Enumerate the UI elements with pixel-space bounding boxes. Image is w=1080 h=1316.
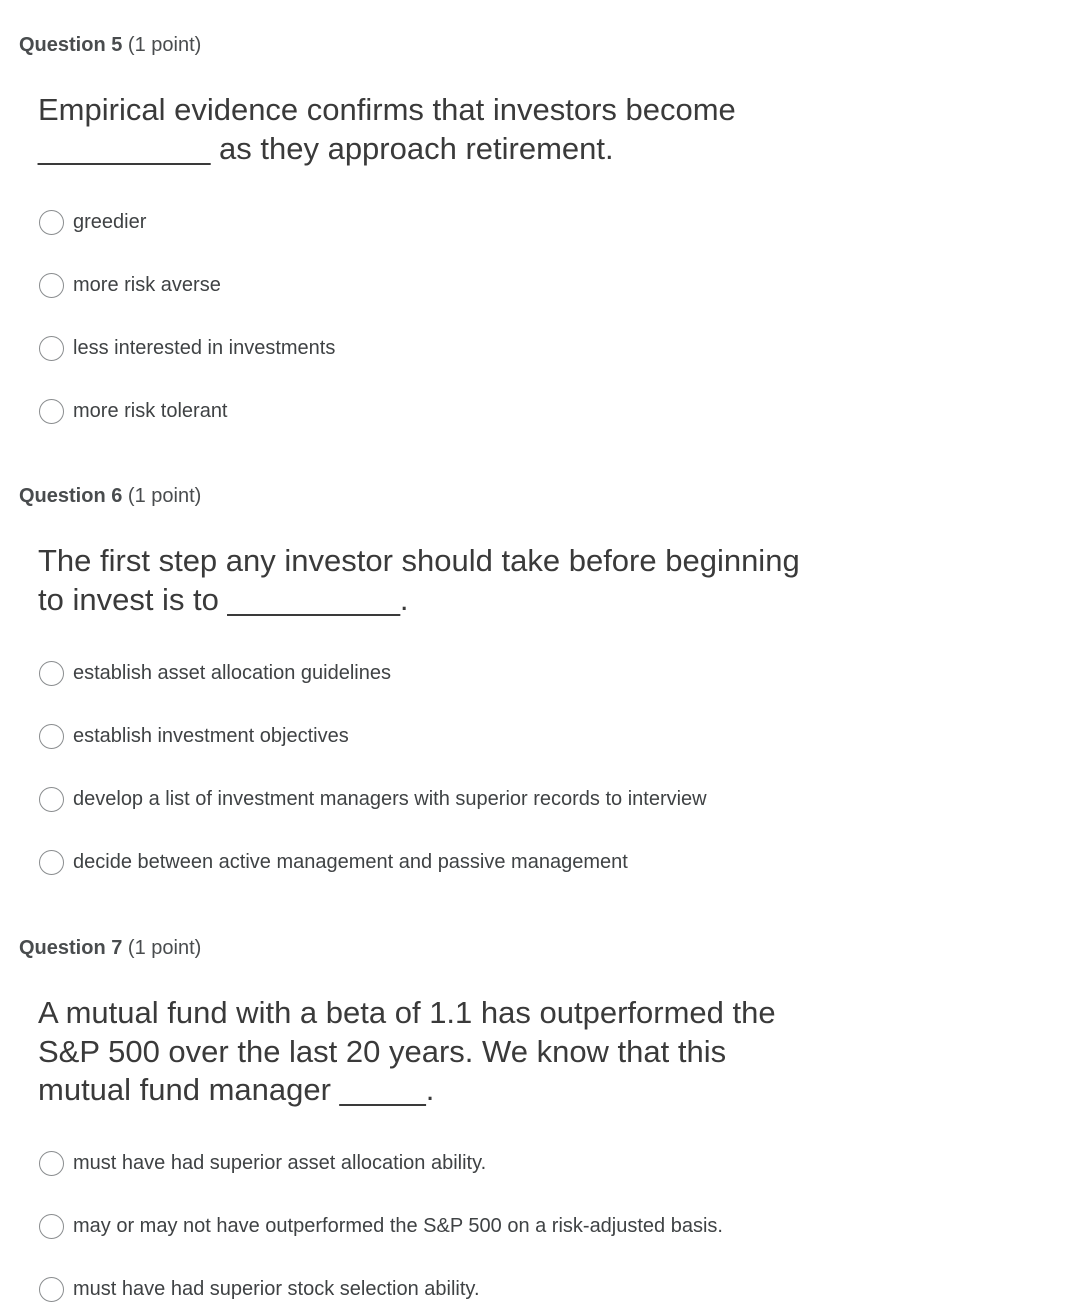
answer-option[interactable]	[39, 270, 221, 300]
radio-button[interactable]	[39, 210, 64, 235]
answer-label: less interested in investments	[73, 336, 336, 359]
answer-option[interactable]	[39, 207, 146, 237]
question-points: (1 point)	[127, 937, 202, 959]
question-number: Question 7	[19, 937, 123, 959]
answer-option[interactable]	[39, 721, 349, 751]
radio-button[interactable]	[39, 850, 64, 875]
answer-label: develop a list of investment managers with superior records to interview	[73, 787, 707, 810]
question-prompt	[38, 91, 848, 168]
question-points: (1 point)	[127, 485, 202, 507]
prompt-line: mutual fund manager _____.	[38, 1072, 435, 1107]
prompt-line: S&P 500 over the last 20 years. We know that this	[38, 1033, 727, 1069]
radio-button[interactable]	[39, 1277, 64, 1302]
answer-option[interactable]	[39, 1274, 480, 1304]
answer-option[interactable]	[39, 784, 707, 814]
radio-button[interactable]	[39, 399, 64, 424]
question-number: Question 5	[19, 34, 123, 56]
answer-option[interactable]	[39, 333, 335, 363]
answer-label: must have had superior stock selection ability.	[73, 1277, 480, 1300]
answer-option[interactable]	[39, 658, 391, 688]
radio-button[interactable]	[39, 787, 64, 812]
answer-option[interactable]	[39, 847, 628, 877]
prompt-line: __________ as they approach retirement.	[38, 130, 614, 166]
radio-button[interactable]	[39, 724, 64, 749]
answer-label: establish asset allocation guidelines	[73, 661, 391, 684]
question-prompt	[38, 542, 848, 619]
prompt-line: to invest is to __________.	[38, 581, 409, 617]
question-header	[19, 937, 201, 960]
answer-label: may or may not have outperformed the S&P 500 on a risk-adjusted basis.	[73, 1214, 723, 1237]
question-number: Question 6	[19, 485, 123, 507]
answer-label: more risk tolerant	[73, 399, 228, 422]
question-points: (1 point)	[127, 34, 202, 56]
radio-button[interactable]	[39, 1151, 64, 1176]
answer-label: must have had superior asset allocation ability.	[73, 1151, 487, 1174]
answer-label: greedier	[73, 210, 147, 233]
radio-button[interactable]	[39, 336, 64, 361]
answer-option[interactable]	[39, 396, 228, 426]
question-header	[19, 34, 201, 57]
radio-button[interactable]	[39, 661, 64, 686]
answer-label: establish investment objectives	[73, 724, 349, 747]
answer-label: more risk averse	[73, 273, 221, 296]
question-prompt	[38, 994, 848, 1110]
radio-button[interactable]	[39, 1214, 64, 1239]
prompt-line: The first step any investor should take before beginning	[38, 543, 800, 578]
prompt-line: A mutual fund with a beta of 1.1 has outperformed the	[38, 995, 776, 1030]
prompt-line: Empirical evidence confirms that investors become	[38, 92, 736, 127]
answer-option[interactable]	[39, 1211, 723, 1241]
answer-label: decide between active management and passive management	[73, 850, 628, 873]
question-header	[19, 485, 201, 508]
answer-option[interactable]	[39, 1148, 486, 1178]
radio-button[interactable]	[39, 273, 64, 298]
